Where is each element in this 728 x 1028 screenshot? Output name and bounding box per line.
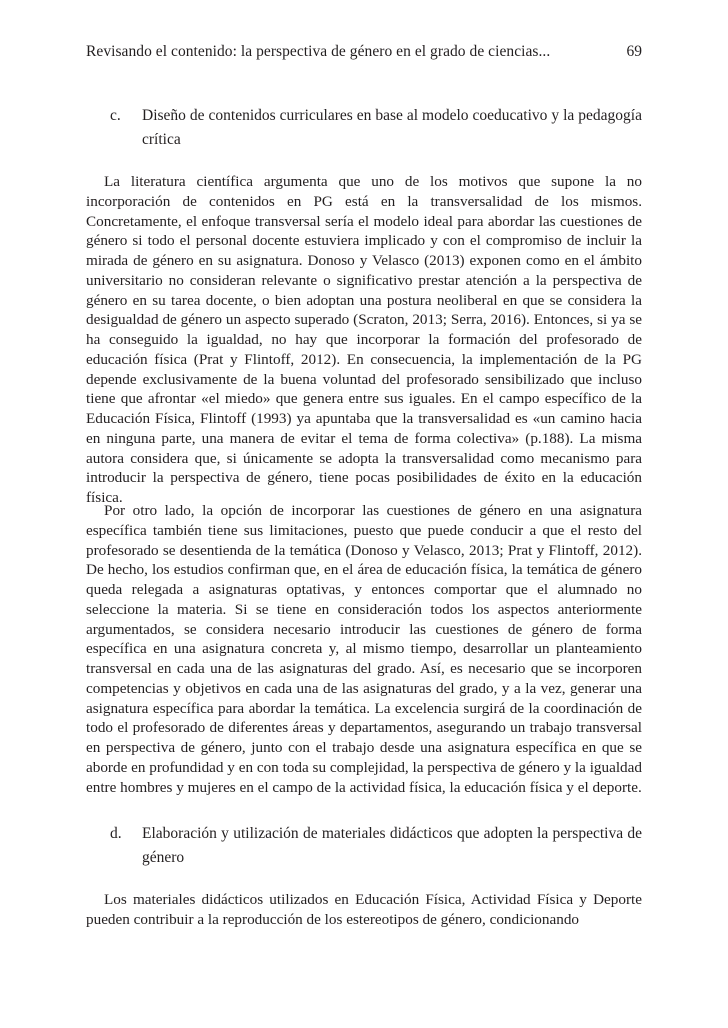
body-paragraph-block	[86, 172, 642, 508]
running-head-title: Revisando el contenido: la perspectiva de género en el grado de ciencias...	[86, 43, 551, 60]
section-heading-c	[86, 104, 642, 152]
body-paragraph-block	[86, 890, 642, 930]
paragraph: La literatura científica argumenta que uno de los motivos que supone la no incorporación de contenidos en PG está en la transversalidad de los mismos. Concretamente, el enfoque transversal sería el modelo ideal para abordar las cuestiones de género si todo el personal docente estuviera implicado y con el compromiso de incluir la mirada de género en su asignatura. Donoso y Velasco (2013) exponen como en el ámbito universitario no consideran relevante o significativo prestar atención a la perspectiva de género en su tarea docente, o bien adoptan una postura neoliberal en que se considera la desigualdad de género un aspecto superado (Scraton, 2013; Serra, 2016). Entonces, si ya se ha conseguido la igualdad, no hay que incorporar la formación del profesorado de educación física (Prat y Flintoff, 2012). En consecuencia, la implementación de la PG depende exclusivamente de la buena voluntad del profesorado sensibilizado que incluso tiene que afrontar «el miedo» que genera entre sus iguales. En el campo específico de la Educación Física, Flintoff (1993) ya apuntaba que la transversalidad es «un camino hacia en ninguna parte, una manera de evitar el tema de forma colectiva» (p.188). La misma autora considera que, si únicamente se adopta la transversalidad como mecanismo para introducir la perspectiva de género, tiene pocas posibilidades de éxito en la educación física.	[86, 173, 642, 506]
page-number: 69	[626, 43, 642, 60]
paragraph: Por otro lado, la opción de incorporar las cuestiones de género en una asignatura específica también tiene sus limitaciones, puesto que puede conducir a que el resto del profesorado se desentienda de la temática (Donoso y Velasco, 2013; Prat y Flintoff, 2012). De hecho, los estudios confirman que, en el área de educación física, la temática de género queda relegada a asignaturas optativas, y entonces comportar que el alumnado no seleccione la materia. Si se tiene en consideración todos los aspectos anteriormente argumentados, se considera necesario introducir las cuestiones de género de forma específica en una asignatura concreta y, al mismo tiempo, desarrollar un planteamiento transversal en cada una de las asignaturas del grado. Así, es necesario que se incorporen competencias y objetivos en cada una de las asignaturas del grado, y a la vez, generar una asignatura específica para abordar la temática. La excelencia surgirá de la coordinación de todo el profesorado de diferentes áreas y departamentos, asegurando un trabajo transversal en perspectiva de género, junto con el trabajo desde una asignatura específica en que se aborde en profundidad y en con toda su complejidad, la perspectiva de género y la igualdad entre hombres y mujeres en el campo de la actividad física, la educación física y el deporte.	[86, 502, 642, 796]
section-marker: c.	[110, 107, 121, 124]
section-heading-text: Diseño de contenidos curriculares en base al modelo coeducativo y la pedagogía crítica	[142, 107, 642, 148]
section-heading-text: Elaboración y utilización de materiales didácticos que adopten la perspectiva de género	[142, 825, 642, 866]
paragraph: Los materiales didácticos utilizados en Educación Física, Actividad Física y Deporte pueden contribuir a la reproducción de los estereotipos de género, condicionando	[86, 891, 642, 928]
running-head	[86, 42, 642, 62]
body-paragraph-block	[86, 501, 642, 797]
section-heading-d	[86, 822, 642, 870]
section-marker: d.	[110, 825, 122, 842]
